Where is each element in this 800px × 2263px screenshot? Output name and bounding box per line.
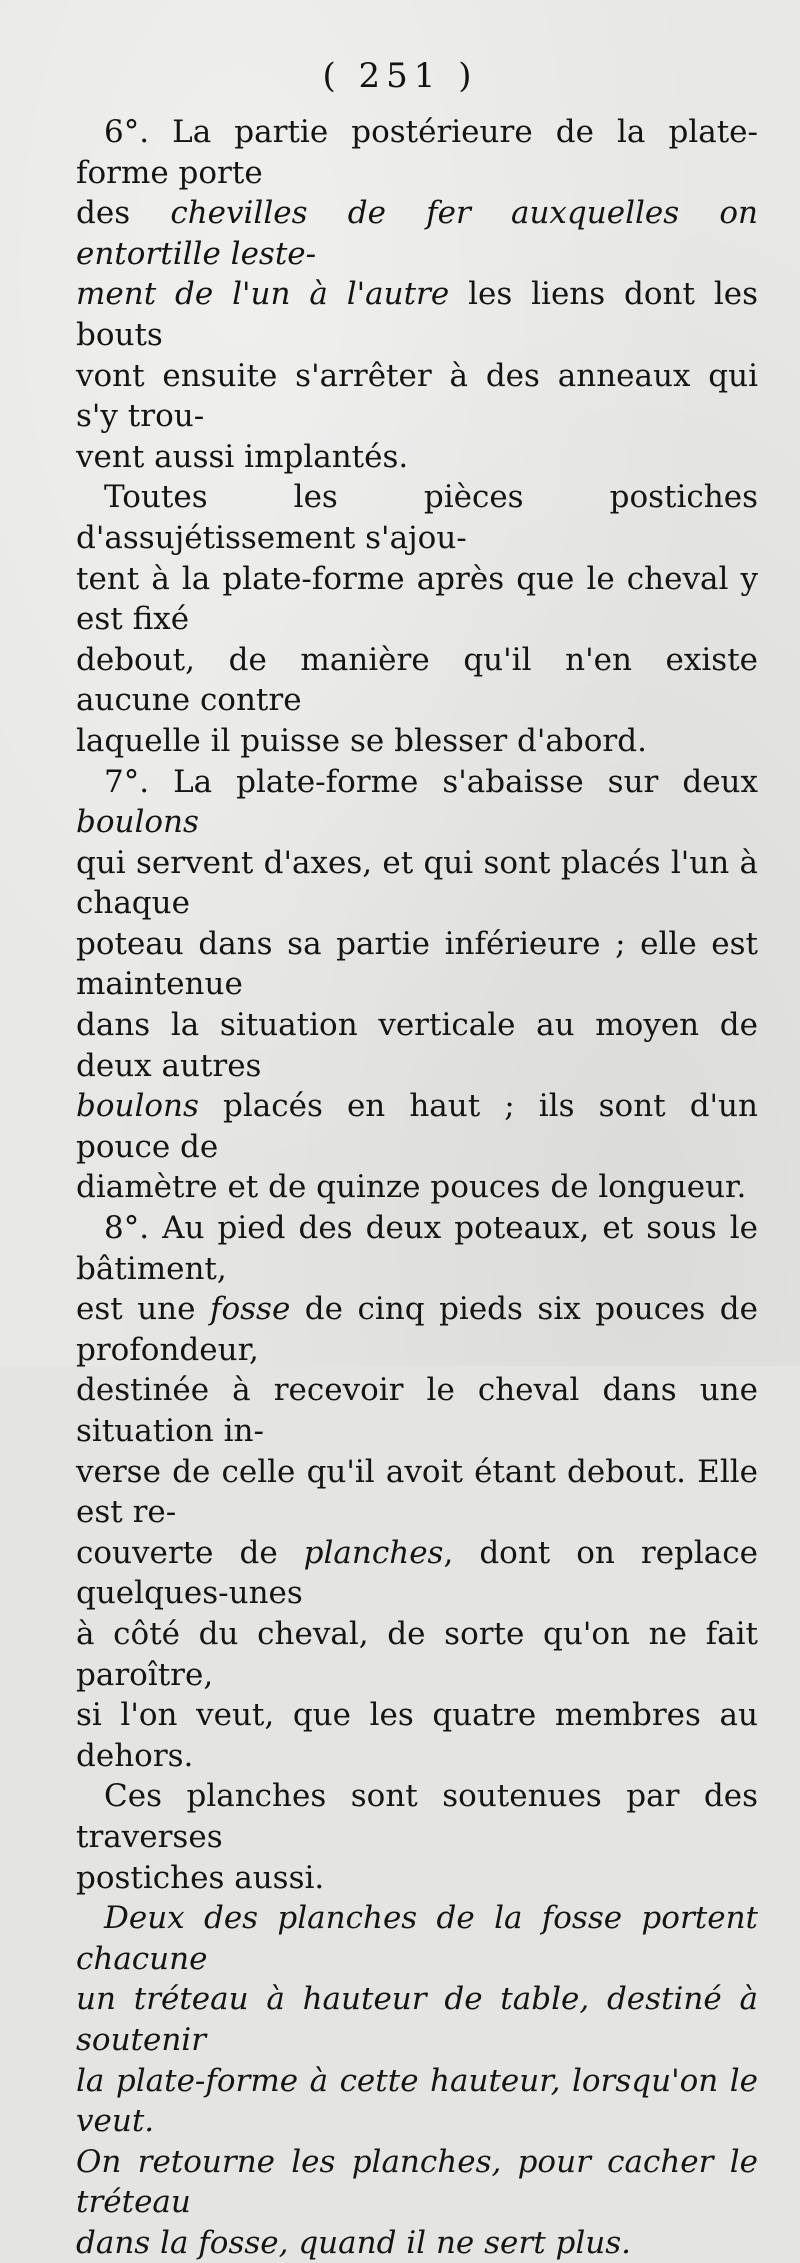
text-line: diamètre et de quinze pouces de longueur. — [76, 1169, 747, 1206]
text-line: destinée à recevoir le cheval dans une situation in- — [76, 1372, 758, 1449]
paragraph — [76, 112, 758, 477]
text-line: vont ensuite s'arrêter à des anneaux qui s'y trou- — [76, 357, 758, 435]
text-line: des chevilles de fer auxquelles on entortille leste- — [76, 195, 759, 272]
text-line: dans la situation verticale au moyen de deux autres — [76, 1007, 758, 1084]
text-line: 7°. La plate-forme s'abaisse sur deux boulons — [76, 763, 758, 841]
italic-run: boulons — [76, 1088, 199, 1125]
text-line: dans la fosse, quand il ne sert plus. — [76, 2224, 631, 2261]
paragraph — [76, 1898, 758, 2263]
text-line: qui servent d'axes, et qui sont placés l'un à chaque — [76, 844, 758, 922]
text-line: On retourne les planches, pour cacher le tréteau — [76, 2143, 758, 2221]
italic-run: boulons — [76, 804, 199, 841]
text-line: debout, de manière qu'il n'en existe aucune contre — [76, 641, 758, 719]
text-line: Deux des planches de la fosse portent chacune — [76, 1900, 758, 1977]
italic-run: chevilles de fer auxquelles on entortille leste- — [76, 195, 759, 272]
text-line: 8°. Au pied des deux poteaux, et sous le bâtiment, — [76, 1210, 758, 1287]
text-line: Toutes les pièces postiches d'assujétissement s'ajou- — [76, 479, 758, 556]
text-line: boulons placés en haut ; ils sont d'un pouce de — [76, 1088, 758, 1165]
text-line: couverte de planches, dont on replace quelques-unes — [76, 1534, 758, 1612]
text-line: si l'on veut, que les quatre membres au dehors. — [76, 1697, 758, 1774]
page-body — [76, 112, 758, 2263]
text-line: un tréteau à hauteur de table, destiné à soutenir — [76, 1981, 758, 2058]
text-line: est une fosse de cinq pieds six pouces de profondeur, — [76, 1291, 758, 1368]
paragraph — [76, 1776, 758, 1898]
text-line: 6°. La partie postérieure de la plate-forme porte — [76, 114, 758, 191]
text-line: vent aussi implantés. — [76, 438, 409, 475]
text-line: laquelle il puisse se blesser d'abord. — [76, 722, 647, 759]
text-line: verse de celle qu'il avoit étant debout. Elle est re- — [76, 1453, 758, 1531]
italic-run: ment de l'un à l'autre — [76, 276, 450, 313]
text-line: à côté du cheval, de sorte qu'on ne fait paroître, — [76, 1615, 758, 1693]
text-line: poteau dans sa partie inférieure ; elle est maintenue — [76, 925, 758, 1003]
paragraph — [76, 1208, 758, 1776]
paragraph — [76, 477, 758, 761]
text-line: Ces planches sont soutenues par des traverses — [76, 1778, 758, 1855]
paragraph — [76, 762, 758, 1209]
text-line: postiches aussi. — [76, 1859, 325, 1896]
text-line: tent à la plate-forme après que le cheval y est fixé — [76, 560, 758, 638]
italic-run: planches — [303, 1534, 444, 1571]
page-number: ( 251 ) — [322, 56, 478, 96]
italic-run: fosse — [209, 1291, 291, 1328]
text-line: la plate-forme à cette hauteur, lorsqu'on le veut. — [76, 2062, 758, 2140]
text-line: ment de l'un à l'autre les liens dont les bouts — [76, 276, 759, 353]
